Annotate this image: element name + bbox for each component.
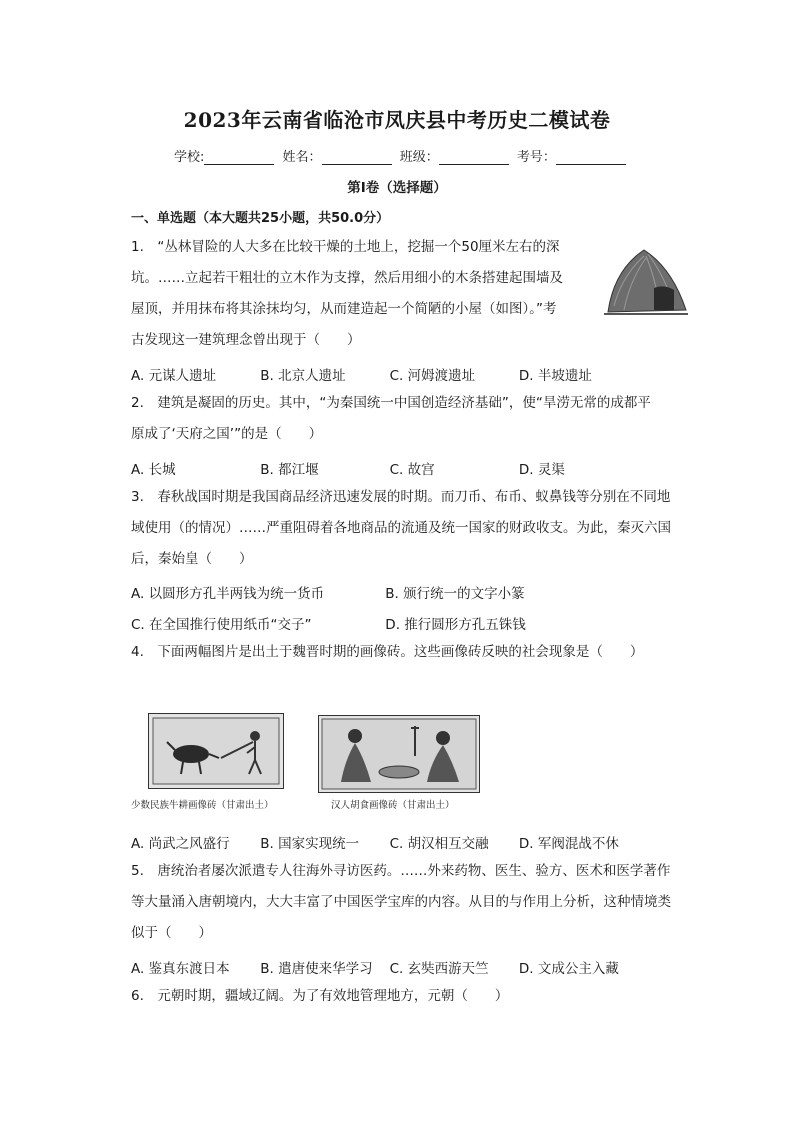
name-label: 姓名： (282, 150, 322, 165)
options-row (131, 957, 619, 977)
class-field[interactable] (439, 150, 509, 165)
option-c[interactable]: C. 玄奘西游天竺 (389, 961, 489, 977)
exam-number-label: 考号： (516, 150, 556, 165)
question-line: 2. 建筑是凝固的历史。其中，“为秦国统一中国创造经济基础”，使“旱涝无常的成都平 (131, 395, 651, 411)
student-info-line (174, 146, 630, 165)
option-d[interactable]: D. 推行圆形方孔五铢钱 (385, 617, 526, 633)
option-b[interactable]: B. 颁行统一的文字小篆 (385, 586, 525, 602)
question-line: 5. 唐统治者屡次派遣专人往海外寻访医药。……外来药物、医生、验方、医术和医学著作 (131, 863, 671, 879)
image-caption: 少数民族牛耕画像砖（甘肃出土） (131, 800, 274, 811)
question-line: 4. 下面两幅图片是出土于魏晋时期的画像砖。这些画像砖反映的社会现象是（ ） (131, 644, 644, 660)
option-a[interactable]: A. 长城 (131, 462, 176, 478)
option-a[interactable]: A. 鉴真东渡日本 (131, 961, 230, 977)
hu-food-brick-image (318, 715, 480, 793)
option-a[interactable]: A. 尚武之风盛行 (131, 836, 230, 852)
option-d[interactable]: D. 文成公主入藏 (518, 961, 619, 977)
question-line: 原成了‘天府之国’”的是（ ） (131, 426, 323, 442)
section-title: 第Ⅰ卷（选择题） (347, 180, 447, 196)
option-d[interactable]: D. 灵渠 (518, 462, 565, 478)
exam-number-field[interactable] (556, 150, 626, 165)
option-d[interactable]: D. 半坡遗址 (518, 368, 592, 384)
school-label: 学校: (174, 150, 205, 165)
ox-plowing-brick-image (148, 713, 284, 789)
question-line: 坑。……立起若干粗壮的立木作为支撑，然后用细小的木条搭建起围墙及 (131, 270, 563, 286)
question-line: 1. “丛林冒险的人大多在比较干燥的土地上，挖掘一个50厘米左右的深 (131, 239, 560, 255)
option-a[interactable]: A. 元谋人遗址 (131, 368, 217, 384)
option-d[interactable]: D. 军阀混战不休 (518, 836, 619, 852)
options-row (131, 832, 619, 852)
question-line: 6. 元朝时期，疆域辽阔。为了有效地管理地方，元朝（ ） (131, 988, 509, 1004)
option-b[interactable]: B. 遣唐使来华学习 (260, 961, 373, 977)
question-line: 3. 春秋战国时期是我国商品经济迅速发展的时期。而刀币、布币、蚁鼻钱等分别在不同地 (131, 489, 671, 505)
option-b[interactable]: B. 国家实现统一 (260, 836, 360, 852)
option-c[interactable]: C. 胡汉相互交融 (389, 836, 489, 852)
page-title: 2023年云南省临沧市凤庆县中考历史二模试卷 (183, 108, 611, 132)
image-caption: 汉人胡食画像砖（甘肃出土） (331, 800, 455, 811)
part-heading: 一、单选题（本大题共25小题，共50.0分） (131, 211, 390, 226)
question-line: 似于（ ） (131, 925, 212, 941)
name-field[interactable] (322, 150, 392, 165)
class-label: 班级： (399, 150, 439, 165)
option-a[interactable]: A. 以圆形方孔半两钱为统一货币 (131, 586, 325, 602)
question-line: 等大量涌入唐朝境内，大大丰富了中国医学宝库的内容。从目的与作用上分析，这种情境类 (131, 894, 671, 910)
options-row (131, 582, 525, 602)
option-b[interactable]: B. 北京人遗址 (260, 368, 346, 384)
options-row (131, 364, 592, 384)
options-row (131, 613, 526, 633)
question-line: 屋顶，并用抹布将其涂抹均匀，从而建造起一个简陋的小屋（如图）。”考 (131, 301, 557, 317)
question-line: 后，秦始皇（ ） (131, 551, 253, 567)
option-c[interactable]: C. 在全国推行使用纸币“交子” (131, 617, 312, 633)
question-line: 古发现这一建筑理念曾出现于（ ） (131, 332, 361, 348)
option-c[interactable]: C. 故宫 (389, 462, 435, 478)
hut-image (600, 240, 690, 320)
question-line: 域使用（的情况）……严重阻碍着各地商品的流通及统一国家的财政收支。为此，秦灭六国 (131, 520, 671, 536)
school-field[interactable] (204, 150, 274, 165)
option-b[interactable]: B. 都江堰 (260, 462, 319, 478)
options-row (131, 458, 565, 478)
option-c[interactable]: C. 河姆渡遗址 (389, 368, 476, 384)
